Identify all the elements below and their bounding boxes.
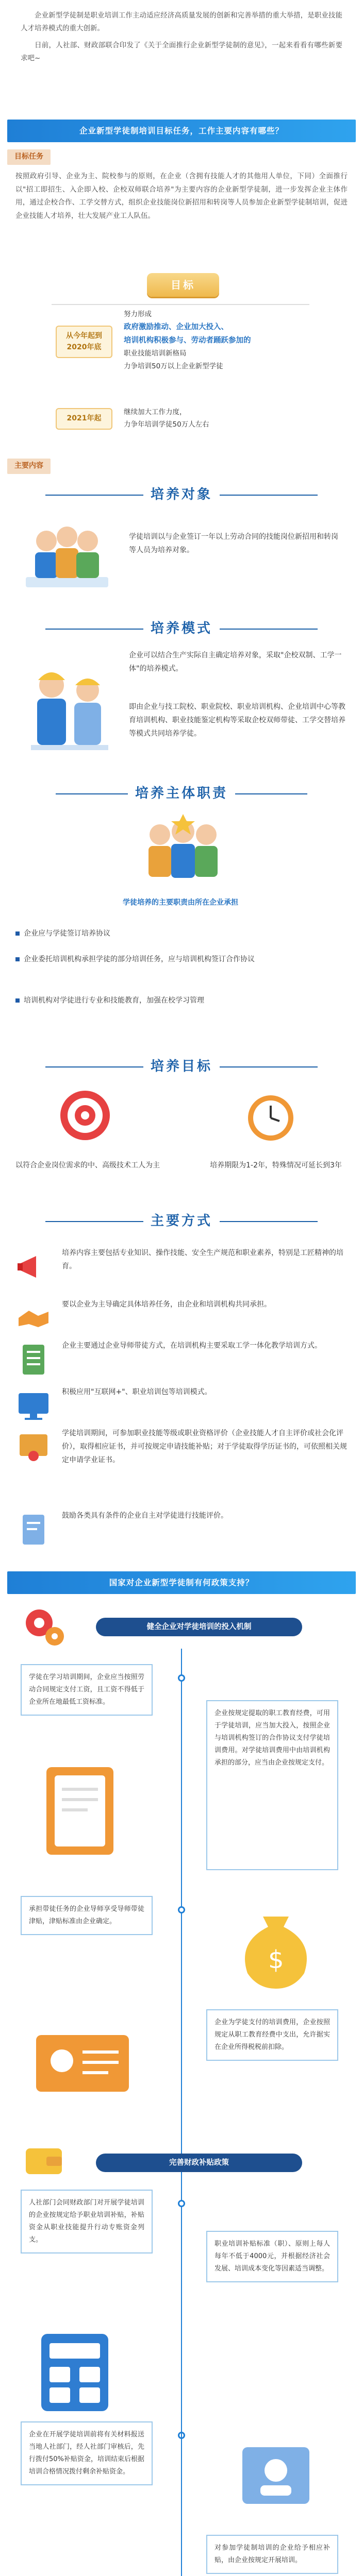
policy-box-4	[206, 2009, 338, 2061]
method-row-4	[15, 1386, 348, 1432]
goal-line-1: 政府激励推动、企业加大投入、	[124, 323, 228, 332]
goal-columns	[52, 304, 309, 443]
contract-icon	[31, 1762, 134, 1860]
title-training-mode-text: 培养模式	[150, 621, 212, 636]
method-row-3	[15, 1340, 348, 1386]
calculator-icon	[31, 2329, 119, 2416]
intro	[21, 9, 342, 112]
tag-main-content: 主要内容	[7, 459, 51, 474]
goal2-line-1: 力争年培训学徒50万人左右	[124, 420, 209, 429]
goal-graphic	[52, 273, 309, 443]
document-icon	[15, 1512, 52, 1548]
gears-icon	[21, 1602, 67, 1649]
goal-list-2	[124, 406, 209, 431]
policy-box-8	[206, 2535, 338, 2574]
section-bar-goals: 企业新型学徒制培训目标任务，工作主要内容有哪些？	[7, 120, 356, 142]
monitor-icon	[15, 1388, 52, 1424]
method-row-5	[15, 1427, 348, 1504]
policy-text-2: 企业按规定提取的职工教育经费，可用于学徒培训，应当加大投入，按照企业与培训机构签订的合作协议支付学徒培训费用。对学徒培训费用中由培训机构承担的部分，应当由企业按规定支付。	[214, 1709, 330, 1767]
duty-item-2	[15, 953, 345, 966]
policy-box-1	[21, 1664, 153, 1716]
target-icon	[57, 1087, 113, 1144]
goal-line-3: 职业技能培训新格局	[124, 349, 187, 358]
tag-goal-task: 目标任务	[7, 149, 51, 165]
handshake-icon	[15, 1300, 52, 1336]
duty-item-1-text: 企业应与学徒签订培养协议	[24, 929, 110, 938]
certificate-icon	[15, 1429, 52, 1465]
policy-text-5: 人社部门会同财政部门对开展学徒培训的企业按规定给予职业培训补贴，补贴资金从职业技能提升行动专账资金列支。	[29, 2199, 144, 2244]
title-main-method-text: 主要方式	[150, 1213, 212, 1229]
timeline-dot-3	[178, 2200, 185, 2207]
person-card-icon	[232, 2432, 320, 2519]
method-text-5: 学徒培训期间，可参加职业技能等级或职业资格评价（企业技能人才自主评价或社会化评价），取得相应证书，并可按规定申请技能补贴；对于学徒取得学历证书的，可依照相关规定申请学业证书。	[62, 1429, 347, 1464]
title-training-goal	[0, 1056, 363, 1077]
timeline-line-2	[181, 2401, 182, 2576]
period-text: 培养期限为1-2年，特殊情况可延长到3年	[210, 1161, 342, 1170]
policy-box-5	[21, 2190, 153, 2253]
policy-box-6	[206, 2231, 338, 2282]
megaphone-icon	[15, 1249, 52, 1285]
method-text-6: 鼓励各类具有条件的企业自主对学徒进行技能评价。	[62, 1512, 228, 1520]
policy-text-7: 企业在开展学徒培训前将有关材料报送当地人社部门，经人社部门审核后，先行拨付50%补贴资金，培训结束后根据培训合格情况拨付剩余补贴资金。	[29, 2431, 144, 2476]
workers-illustration	[21, 654, 119, 757]
title-training-mode	[0, 618, 363, 639]
team-illustration	[129, 814, 237, 891]
method-text-2: 要以企业为主导确定具体培养任务，由企业和培训机构共同承担。	[62, 1300, 271, 1309]
method-row-2	[15, 1298, 348, 1345]
policy-text-3: 承担带徒任务的企业导师享受导师带徒津贴，津贴标准由企业确定。	[29, 1905, 144, 1926]
timeline-dot-2	[178, 1906, 185, 1913]
checklist-icon	[15, 1342, 52, 1378]
goal-text: 按照政府引导、企业为主、院校参与的原则，在企业（含拥有技能人才的其他用人单位，下同）全面推行以"招工即招生、入企即入校、企校双师联合培养"为主要内容的企业新型学徒制，进一步发挥企业主体作用，通过企校合作、工学交替方式，组织企业技能岗位新招用和转岗等人员参加企业新型学徒制培训，促进企业技能人才培养，壮大发展产业工人队伍。	[15, 172, 348, 220]
method-text-4: 积极应用"互联网+"、职业培训包等培训模式。	[62, 1388, 212, 1396]
duty-item-1	[15, 927, 345, 940]
section-bar-policy: 国家对企业新型学徒制有何政策支持？	[7, 1571, 356, 1594]
id-card-icon	[31, 2025, 134, 2102]
policy-text-4: 企业为学徒支付的培训费用，企业按照规定从职工教育经费中支出，允许据实在企业所得税税前扣除。	[214, 2019, 330, 2052]
year-box-1: 从今年起到2020年底	[56, 326, 112, 358]
policy-text-6: 职业培训补贴标准（职）、原则上每人每年不低于4000元，并根据经济社会发展、培训成本变化等因素适当调整。	[214, 2240, 330, 2273]
policy-box-2	[206, 1700, 338, 1870]
timeline-dot-1	[178, 1674, 185, 1682]
goal2-line-0: 继续加大工作力度，	[124, 408, 187, 416]
goal-badge: 目标	[147, 273, 219, 297]
timeline-line-1	[181, 1649, 182, 2401]
goal-line-2: 培训机构积极参与、劳动者踊跃参加的	[124, 336, 251, 345]
method-row-6	[15, 1510, 348, 1556]
policy-box-3	[21, 1896, 153, 1935]
policy-box-7	[21, 2421, 153, 2485]
goal2-text: 以符合企业岗位需求的中、高级技术工人为主	[15, 1161, 160, 1170]
duty-item-3-text: 培训机构对学徒进行专业和技能教育，加强在校学习管理	[24, 996, 204, 1005]
policy-text-8: 对参加学徒制培训的企业给予相应补贴，由企业按规定开展培训。	[214, 2544, 330, 2565]
goal-list-1	[124, 308, 251, 372]
duty-item-2-text: 企业委托培训机构承担学徒的部分培训任务，应与培训机构签订合作协议	[24, 955, 255, 963]
goal-line-0: 努力形成	[124, 310, 152, 318]
method-text-3: 企业主要通过企业导师带徒方式，在培训机构主要采取工学一体化教学培训方式。	[62, 1342, 322, 1350]
mode-text-1: 企业可以结合生产实际自主确定培养对象，采取"企校双制、工学一体"的培养模式。	[129, 651, 342, 673]
money-bag-icon	[232, 1901, 320, 1989]
students-illustration	[21, 515, 113, 592]
title-duty	[0, 783, 363, 804]
intro-paragraph-2: 日前，人社部、财政部联合印发了《关于全面推行企业新型学徒制的意见》，一起来看看有哪些新要求吧~	[21, 41, 342, 62]
subheading-investment: 健全企业对学徒培训的投入机制	[96, 1618, 302, 1636]
goal-line-4: 力争培训50万以上企业新型学徒	[124, 362, 223, 370]
policy-text-1: 学徒在学习培训期间，企业应当按照劳动合同规定支付工资，且工资不得低于企业所在地最低工资标准。	[29, 1673, 144, 1706]
wallet-icon	[21, 2138, 67, 2184]
title-training-goal-text: 培养目标	[150, 1059, 212, 1074]
svg-text:$: $	[268, 1945, 284, 1974]
intro-paragraph-1: 企业新型学徒制是职业培训工作主动适应经济高质量发展的创新和完善举措的重大举措，是职业技能人才培养模式的重大创新。	[21, 11, 342, 32]
title-training-object-text: 培养对象	[150, 487, 212, 502]
duty-lead: 学徒培养的主要职责由所在企业承担	[123, 899, 238, 907]
object-text: 学徒培训以与企业签订一年以上劳动合同的技能岗位新招用和转岗等人员为培养对象。	[129, 533, 338, 554]
clock-icon	[242, 1087, 299, 1144]
subheading-subsidy: 完善财政补贴政策	[96, 2154, 302, 2172]
mode-text-2: 即由企业与技工院校、职业院校、职业培训机构、企业培训中心等教育培训机构、职业技能鉴定机构等采取企校双师带徒、工学交替培养等模式共同培养学徒。	[129, 703, 345, 738]
title-training-object	[0, 484, 363, 505]
duty-item-3	[15, 994, 345, 1007]
title-duty-text: 培养主体职责	[135, 786, 228, 801]
title-main-method	[0, 1211, 363, 1231]
method-row-1	[15, 1247, 348, 1293]
year-box-2: 2021年起	[56, 408, 112, 430]
method-text-1: 培养内容主要包括专业知识、操作技能、安全生产规范和职业素养，特别是工匠精神的培育。	[62, 1249, 343, 1270]
